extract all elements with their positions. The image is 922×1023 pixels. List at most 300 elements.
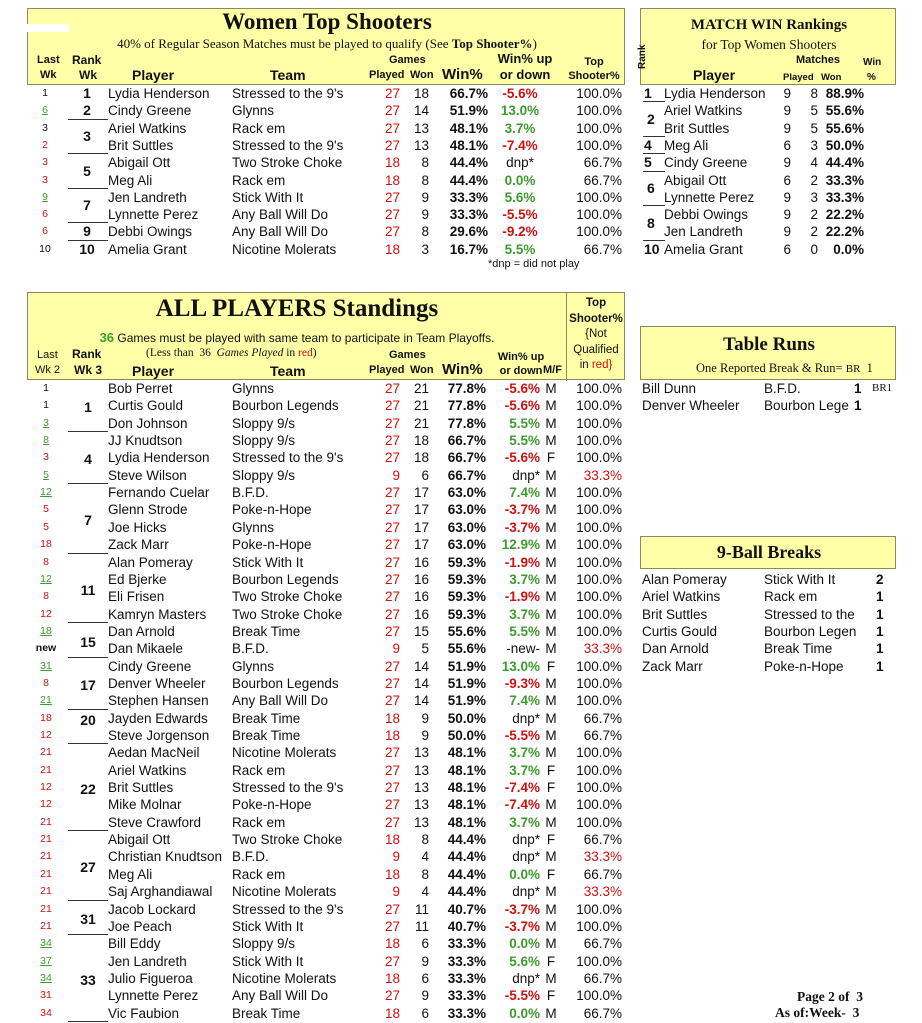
all-rank-divider	[68, 657, 108, 658]
all-hdr-last: Last	[37, 349, 58, 361]
all-player[interactable]: Lynnette Perez	[108, 988, 199, 1004]
matchwin-played: 6	[783, 241, 791, 257]
women-player[interactable]: Cindy Greene	[108, 103, 192, 119]
all-winpct: 48.1%	[447, 797, 486, 813]
women-player[interactable]: Ariel Watkins	[108, 120, 187, 136]
all-player[interactable]: Cindy Greene	[108, 658, 192, 674]
all-player[interactable]: Glenn Strode	[108, 502, 188, 518]
matchwin-player[interactable]: Jen Landreth	[664, 224, 743, 240]
all-rank-divider	[68, 1021, 108, 1022]
women-updown: 5.6%	[504, 189, 536, 205]
women-winpct: 33.3%	[449, 189, 488, 205]
all-mf: M	[545, 485, 557, 501]
all-team[interactable]: Nicotine Molerats	[232, 970, 337, 986]
all-team[interactable]: Any Ball Will Do	[232, 988, 329, 1004]
all-team[interactable]: Rack em	[232, 762, 286, 778]
all-played: 18	[384, 866, 400, 882]
matchwin-won: 2	[810, 172, 818, 188]
women-winpct: 44.4%	[449, 172, 488, 188]
women-hdr-rank: Rank	[72, 53, 102, 67]
all-updown: 5.5%	[509, 623, 540, 639]
women-team[interactable]: Stick With It	[232, 189, 304, 205]
matchwin-group-rank: 8	[647, 214, 655, 231]
matchwin-won: 0	[810, 241, 818, 257]
women-top-shooter: 66.7%	[583, 155, 622, 171]
all-updown: 13.0%	[501, 658, 540, 674]
all-played: 27	[384, 658, 400, 674]
all-team[interactable]: Sloppy 9/s	[232, 936, 296, 952]
matchwin-hdr-matches: Matches	[796, 54, 841, 66]
matchwin-won: 3	[810, 189, 818, 205]
all-player[interactable]: Ed Bjerke	[108, 571, 167, 587]
ninebreaks-player[interactable]: Alan Pomeray	[642, 572, 727, 587]
women-winpct: 16.7%	[449, 241, 488, 257]
all-player[interactable]: Steve Wilson	[108, 467, 187, 483]
all-team[interactable]: Nicotine Molerats	[232, 884, 337, 900]
all-won: 18	[413, 450, 429, 466]
women-last-wk: 2	[42, 138, 48, 151]
all-last-wk: 37	[40, 954, 52, 967]
all-winpct: 55.6%	[447, 641, 486, 657]
women-rank-divider	[68, 222, 108, 223]
all-played: 27	[384, 571, 400, 587]
all-played: 9	[392, 641, 400, 657]
women-winpct: 48.1%	[449, 137, 488, 153]
matchwin-rank-divider	[643, 136, 665, 137]
all-player[interactable]: Eli Frisen	[108, 589, 165, 605]
all-team[interactable]: Stick With It	[232, 918, 304, 934]
all-rank-divider	[68, 483, 108, 484]
all-updown: 7.4%	[509, 693, 540, 709]
all-group-rank: 11	[80, 581, 96, 598]
all-last-wk: 31	[40, 659, 52, 672]
all-won: 13	[413, 780, 429, 796]
all-won: 14	[413, 675, 429, 691]
all-player[interactable]: Abigail Ott	[108, 832, 171, 848]
all-updown: -5.5%	[504, 728, 540, 743]
all-player[interactable]: Alan Pomeray	[108, 554, 193, 570]
all-team[interactable]: Poke-n-Hope	[232, 502, 312, 518]
all-played: 27	[384, 675, 400, 691]
women-player[interactable]: Lynnette Perez	[108, 207, 199, 223]
all-played: 27	[384, 901, 400, 917]
all-player[interactable]: Bob Perret	[108, 381, 173, 396]
ninebreaks-player[interactable]: Dan Arnold	[642, 641, 709, 657]
all-player[interactable]: Saj Arghandiawal	[108, 884, 213, 900]
women-player[interactable]: Abigail Ott	[108, 155, 171, 171]
all-played: 27	[384, 780, 400, 796]
all-winpct: 48.1%	[447, 814, 486, 830]
all-mf: F	[546, 988, 556, 1004]
all-won: 8	[421, 866, 429, 882]
ninebreaks-count: 1	[876, 623, 884, 639]
matchwin-rank-divider	[643, 153, 665, 154]
matchwin-won: 4	[810, 155, 818, 171]
women-won: 8	[421, 224, 429, 240]
all-last-wk: 12	[40, 781, 52, 794]
all-player[interactable]: Julio Figueroa	[108, 970, 193, 986]
all-hdr-winpct: Win%	[442, 361, 483, 378]
women-player[interactable]: Lydia Henderson	[108, 86, 210, 101]
all-player[interactable]: Jayden Edwards	[108, 710, 208, 726]
matchwin-player[interactable]: Lynnette Perez	[664, 189, 755, 205]
all-updown: -5.5%	[504, 988, 540, 1004]
women-team[interactable]: Stressed to the 9's	[232, 86, 344, 101]
all-winpct: 48.1%	[447, 762, 486, 778]
all-won: 14	[413, 693, 429, 709]
all-mf: M	[545, 502, 557, 518]
all-played: 27	[384, 381, 400, 396]
all-top-shooter: 33.3%	[583, 641, 622, 657]
all-player[interactable]: Vic Faubion	[108, 1005, 180, 1021]
all-updown: -3.7%	[504, 502, 540, 518]
women-player[interactable]: Jen Landreth	[108, 189, 187, 205]
women-group-rank: 3	[83, 128, 91, 145]
all-player[interactable]: Christian Knudtson	[108, 849, 223, 865]
all-won: 9	[421, 728, 429, 743]
all-top-shooter: 100.0%	[576, 398, 622, 414]
matchwin-pct: 22.2%	[825, 207, 864, 223]
all-updown: 3.7%	[509, 606, 540, 622]
all-mf: M	[545, 381, 557, 396]
all-mf: M	[545, 797, 557, 813]
all-mf: M	[545, 918, 557, 934]
women-winpct: 48.1%	[449, 120, 488, 136]
all-last-wk: 21	[40, 833, 52, 846]
women-team[interactable]: Rack em	[232, 120, 286, 136]
matchwin-player[interactable]: Ariel Watkins	[664, 103, 743, 119]
all-team[interactable]: Break Time	[232, 1005, 301, 1021]
women-hdr-team: Team	[270, 67, 306, 83]
all-updown: -9.3%	[504, 675, 540, 691]
all-group-rank: 17	[80, 676, 96, 693]
all-won: 13	[413, 762, 429, 778]
all-mf: M	[545, 554, 557, 570]
all-team[interactable]: Any Ball Will Do	[232, 693, 329, 709]
all-updown: 3.7%	[509, 762, 540, 778]
women-team[interactable]: Any Ball Will Do	[232, 224, 329, 240]
all-player[interactable]: JJ Knudtson	[108, 433, 183, 449]
all-played: 18	[384, 1005, 400, 1021]
all-player[interactable]: Jen Landreth	[108, 953, 187, 969]
all-team[interactable]: B.F.D.	[232, 485, 269, 501]
all-rank-divider	[68, 622, 108, 623]
all-winpct: 48.1%	[447, 780, 486, 796]
tableruns-player[interactable]: Bill Dunn	[642, 381, 697, 396]
all-mf: M	[545, 849, 557, 865]
all-winpct: 66.7%	[447, 450, 486, 466]
all-team[interactable]: Rack em	[232, 866, 286, 882]
all-winpct: 59.3%	[447, 606, 486, 622]
all-winpct: 63.0%	[447, 502, 486, 518]
all-top-shooter: 100.0%	[576, 745, 622, 761]
all-team[interactable]: Glynns	[232, 519, 275, 535]
all-updown: -new-	[506, 641, 540, 657]
ninebreaks-team: Break Time	[764, 641, 833, 657]
all-updown: dnp*	[512, 467, 540, 483]
matchwin-player[interactable]: Cindy Greene	[664, 155, 748, 171]
women-hdr-top: Top Shooter%	[568, 56, 620, 82]
matchwin-won: 5	[810, 103, 818, 119]
all-team[interactable]: Sloppy 9/s	[232, 433, 296, 449]
all-player[interactable]: Dan Mikaele	[108, 641, 184, 657]
all-team[interactable]: Two Stroke Choke	[232, 832, 343, 848]
matchwin-pct: 44.4%	[825, 155, 864, 171]
all-updown: dnp*	[512, 849, 540, 865]
all-top-shooter: 100.0%	[576, 814, 622, 830]
all-won: 14	[413, 658, 429, 674]
all-team[interactable]: Stressed to the 9's	[232, 901, 344, 917]
all-last-wk: 12	[40, 729, 52, 741]
all-last-wk: new	[35, 642, 57, 655]
women-qualify-note: 40% of Regular Season Matches must be played to qualify (See Top Shooter%)	[117, 36, 537, 51]
all-hdr-winup: Win% up or down	[497, 351, 545, 377]
women-footnote: *dnp = did not play	[488, 258, 580, 270]
all-team[interactable]: B.F.D.	[232, 849, 269, 865]
all-winpct: 66.7%	[447, 433, 486, 449]
all-updown: 5.5%	[509, 433, 540, 449]
all-mf: M	[545, 641, 557, 657]
women-team[interactable]: Any Ball Will Do	[232, 207, 329, 223]
women-updown: 13.0%	[500, 103, 540, 119]
women-team[interactable]: Stressed to the 9's	[232, 137, 344, 153]
all-updown: dnp*	[512, 832, 540, 848]
all-updown: -7.4%	[504, 797, 540, 813]
all-player[interactable]: Bill Eddy	[108, 936, 161, 952]
all-team[interactable]: Bourbon Legends	[232, 675, 339, 691]
all-played: 18	[384, 970, 400, 986]
women-hdr-winpct: Win%	[442, 66, 483, 83]
all-winpct: 33.3%	[447, 936, 486, 952]
women-won: 9	[421, 207, 429, 223]
matchwin-won: 2	[810, 207, 818, 223]
all-team[interactable]: B.F.D.	[232, 641, 269, 657]
ninebreaks-player[interactable]: Zack Marr	[642, 658, 703, 674]
all-played: 27	[384, 623, 400, 639]
all-won: 8	[421, 832, 429, 848]
matchwin-hdr-win2: %	[867, 72, 876, 83]
all-player[interactable]: Ariel Watkins	[108, 762, 187, 778]
all-team[interactable]: Poke-n-Hope	[232, 797, 312, 813]
all-player[interactable]: Fernando Cuelar	[108, 485, 210, 501]
all-won: 16	[413, 554, 429, 570]
all-player[interactable]: Joe Hicks	[108, 519, 167, 535]
ninebreaks-team: Stick With It	[764, 572, 836, 587]
all-top-shooter: 66.7%	[583, 936, 622, 952]
all-player[interactable]: Zack Marr	[108, 537, 169, 553]
all-team[interactable]: Glynns	[232, 381, 275, 396]
all-team[interactable]: Stressed to the 9's	[232, 450, 344, 466]
women-team[interactable]: Two Stroke Choke	[232, 155, 343, 171]
tableruns-team: B.F.D.	[764, 381, 801, 396]
women-played: 27	[384, 137, 400, 153]
women-played: 27	[384, 120, 400, 136]
all-winpct: 44.4%	[447, 849, 486, 865]
all-player[interactable]: Stephen Hansen	[108, 693, 209, 709]
all-top-shooter: 100.0%	[576, 433, 622, 449]
all-team[interactable]: Bourbon Legends	[232, 398, 339, 414]
all-winpct: 55.6%	[447, 623, 486, 639]
matchwin-player[interactable]: Brit Suttles	[664, 120, 730, 136]
all-won: 6	[421, 970, 429, 986]
matchwin-header-box	[637, 8, 896, 85]
all-top-shooter: 100.0%	[576, 953, 622, 969]
all-won: 13	[413, 745, 429, 761]
all-top-shooter: 100.0%	[576, 693, 622, 709]
all-player[interactable]: Dan Arnold	[108, 623, 175, 639]
women-title: Women Top Shooters	[222, 9, 432, 34]
all-updown: 3.7%	[509, 814, 540, 830]
all-updown: -3.7%	[504, 519, 540, 535]
all-mf: M	[545, 814, 557, 830]
all-played: 27	[384, 502, 400, 518]
matchwin-played: 9	[783, 224, 791, 240]
all-group-rank: 1	[84, 399, 92, 416]
ninebreaks-count: 1	[876, 589, 884, 605]
matchwin-played: 9	[783, 155, 791, 171]
all-updown: -5.6%	[504, 450, 540, 466]
ninebreaks-player[interactable]: Ariel Watkins	[642, 589, 721, 605]
all-won: 4	[421, 849, 429, 865]
all-games-note: 36 Games must be played with same team to participate in Team Playoffs.	[99, 330, 495, 345]
women-rank: 2	[83, 102, 91, 119]
all-won: 16	[413, 589, 429, 605]
all-played: 27	[384, 814, 400, 830]
women-player[interactable]: Debbi Owings	[108, 224, 193, 240]
all-last-wk: 3	[43, 451, 49, 464]
all-team[interactable]: Sloppy 9/s	[232, 415, 296, 431]
all-player[interactable]: Joe Peach	[108, 918, 172, 934]
all-updown: -1.9%	[504, 554, 540, 570]
all-team[interactable]: Sloppy 9/s	[232, 467, 296, 483]
women-updown: -5.5%	[502, 207, 538, 223]
matchwin-hdr-rank: Rank	[637, 44, 648, 69]
matchwin-played: 6	[783, 172, 791, 188]
all-winpct: 40.7%	[447, 901, 486, 917]
all-won: 11	[414, 918, 429, 934]
all-team[interactable]: Break Time	[232, 623, 301, 639]
all-player[interactable]: Curtis Gould	[108, 398, 184, 414]
all-winpct: 44.4%	[447, 866, 486, 882]
women-top-shooter: 100.0%	[576, 137, 622, 153]
all-player[interactable]: Jacob Lockard	[108, 901, 196, 917]
all-top-shooter: 100.0%	[576, 606, 622, 622]
matchwin-pct: 88.9%	[825, 86, 864, 101]
women-won: 13	[413, 137, 429, 153]
all-team[interactable]: Stick With It	[232, 953, 304, 969]
all-top-shooter: 100.0%	[576, 485, 622, 501]
all-player[interactable]: Don Johnson	[108, 415, 188, 431]
all-mf: M	[545, 745, 557, 761]
tableruns-player[interactable]: Denver Wheeler	[642, 398, 740, 414]
all-updown: 5.6%	[509, 953, 540, 969]
all-played: 27	[384, 589, 400, 605]
all-team[interactable]: Stick With It	[232, 554, 304, 570]
matchwin-rank-divider	[643, 101, 665, 102]
all-updown: 3.7%	[509, 571, 540, 587]
all-group-rank: 7	[84, 512, 92, 529]
all-top-shooter: 66.7%	[583, 866, 622, 882]
ninebreaks-player[interactable]: Curtis Gould	[642, 623, 718, 639]
matchwin-rank-divider	[643, 171, 665, 172]
all-updown: dnp*	[512, 970, 540, 986]
all-player[interactable]: Steve Crawford	[108, 814, 202, 830]
all-top-shooter: 66.7%	[583, 710, 622, 726]
all-player[interactable]: Lydia Henderson	[108, 450, 210, 466]
women-player[interactable]: Meg Ali	[108, 172, 153, 188]
women-player[interactable]: Amelia Grant	[108, 241, 187, 257]
all-winpct: 77.8%	[447, 415, 486, 431]
all-top-shooter: 100.0%	[576, 901, 622, 917]
all-player[interactable]: Steve Jorgenson	[108, 728, 210, 743]
all-mf: F	[546, 832, 556, 848]
women-hdr-wk: Wk	[40, 69, 57, 81]
all-winpct: 63.0%	[447, 537, 486, 553]
matchwin-rank: 1	[644, 85, 652, 101]
all-group-rank: 22	[80, 781, 96, 798]
matchwin-rank: 5	[644, 154, 652, 171]
all-mf: M	[545, 901, 557, 917]
all-player[interactable]: Denver Wheeler	[108, 675, 206, 691]
all-top-shooter: 100.0%	[576, 623, 622, 639]
ninebreaks-player[interactable]: Brit Suttles	[642, 606, 708, 622]
all-player[interactable]: Brit Suttles	[108, 780, 174, 796]
matchwin-player[interactable]: Amelia Grant	[664, 241, 743, 257]
matchwin-player[interactable]: Debbi Owings	[664, 207, 749, 223]
tableruns-count: 1	[854, 381, 862, 396]
all-team[interactable]: Two Stroke Choke	[232, 589, 343, 605]
tableruns-tag: BR1	[872, 382, 893, 394]
women-top-shooter: 100.0%	[576, 207, 622, 223]
matchwin-player[interactable]: Meg Ali	[664, 137, 709, 153]
women-rank-divider	[68, 240, 108, 241]
all-player[interactable]: Kamryn Masters	[108, 606, 207, 622]
matchwin-player[interactable]: Abigail Ott	[664, 172, 727, 188]
all-top-shooter: 100.0%	[576, 450, 622, 466]
all-team[interactable]: Break Time	[232, 728, 301, 743]
all-last-wk: 8	[43, 676, 49, 689]
women-team[interactable]: Rack em	[232, 172, 286, 188]
all-team[interactable]: Nicotine Molerats	[232, 745, 337, 761]
women-player[interactable]: Brit Suttles	[108, 137, 174, 153]
all-player[interactable]: Aedan MacNeil	[108, 745, 200, 761]
all-team[interactable]: Rack em	[232, 814, 286, 830]
all-team[interactable]: Poke-n-Hope	[232, 537, 312, 553]
all-rank-divider	[68, 709, 108, 710]
all-mf: M	[545, 467, 557, 483]
all-team[interactable]: Glynns	[232, 658, 275, 674]
all-player[interactable]: Mike Molnar	[108, 797, 182, 813]
all-won: 18	[413, 433, 429, 449]
all-played: 27	[384, 918, 400, 934]
all-team[interactable]: Bourbon Legends	[232, 571, 339, 587]
women-team[interactable]: Glynns	[232, 103, 275, 119]
all-team[interactable]: Two Stroke Choke	[232, 606, 343, 622]
all-team[interactable]: Stressed to the 9's	[232, 780, 344, 796]
matchwin-won: 3	[810, 137, 818, 153]
women-played: 27	[384, 189, 400, 205]
women-rank: 1	[83, 85, 91, 101]
women-top-shooter: 100.0%	[576, 86, 622, 101]
women-header-whitebar	[27, 24, 69, 32]
all-played: 18	[384, 936, 400, 952]
matchwin-player[interactable]: Lydia Henderson	[664, 86, 766, 101]
all-player[interactable]: Meg Ali	[108, 866, 153, 882]
women-team[interactable]: Nicotine Molerats	[232, 241, 337, 257]
all-won: 5	[421, 641, 429, 657]
all-winpct: 48.1%	[447, 745, 486, 761]
all-team[interactable]: Break Time	[232, 710, 301, 726]
